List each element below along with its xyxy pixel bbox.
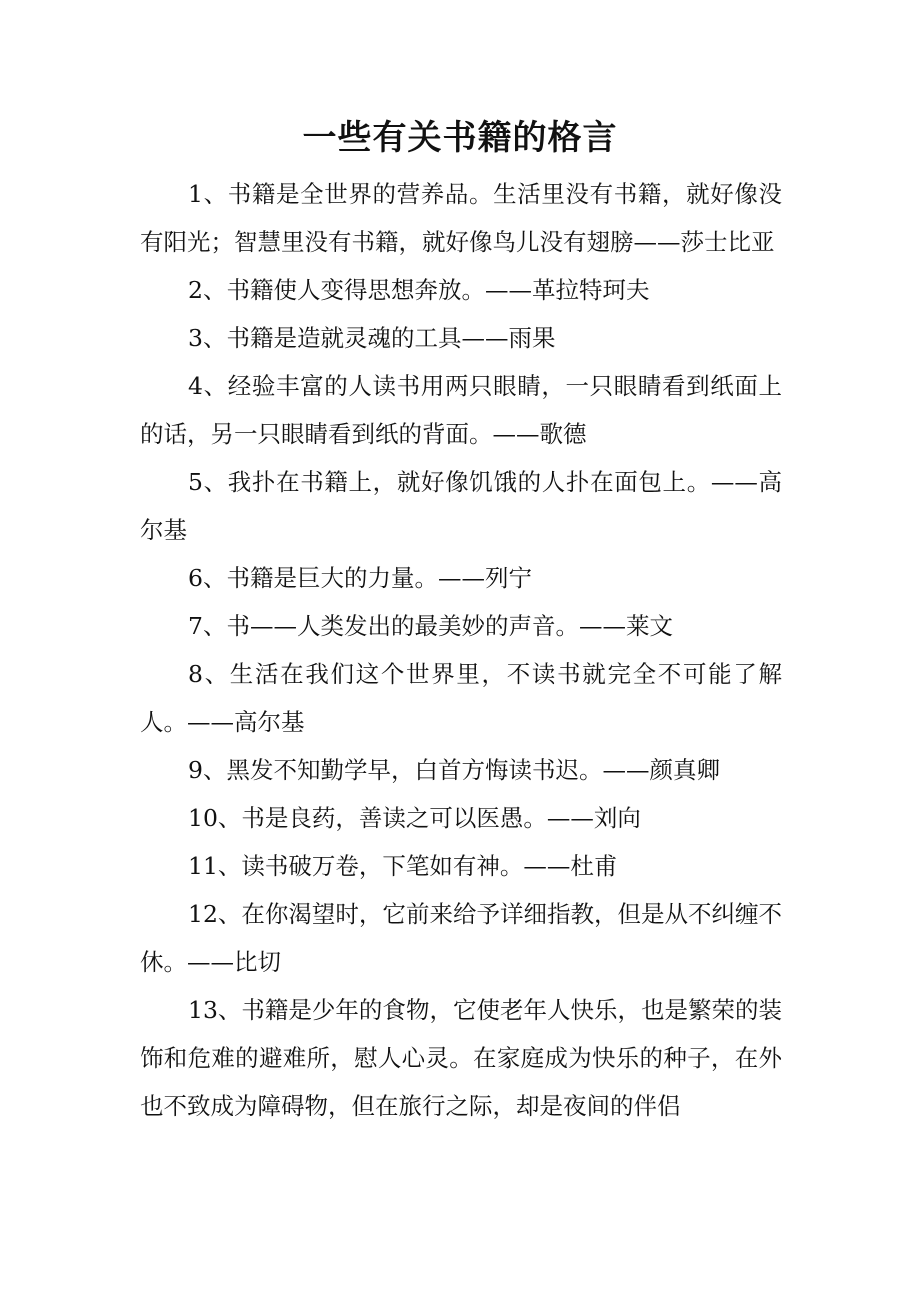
- quote-paragraph-5: 5、我扑在书籍上，就好像饥饿的人扑在面包上。——高尔基: [140, 468, 782, 544]
- quote-paragraph-7: 7、书——人类发出的最美妙的声音。——莱文: [188, 612, 673, 640]
- quote-paragraph-6: 6、书籍是巨大的力量。——列宁: [188, 564, 532, 592]
- document-title: 一些有关书籍的格言: [302, 118, 618, 158]
- quote-paragraph-2: 2、书籍使人变得思想奔放。——革拉特珂夫: [188, 276, 650, 304]
- quote-paragraph-1: 1、书籍是全世界的营养品。生活里没有书籍，就好像没有阳光；智慧里没有书籍，就好像鸟儿没有翅膀——莎士比亚: [140, 180, 782, 256]
- quote-paragraph-12: 12、在你渴望时，它前来给予详细指教，但是从不纠缠不休。——比切: [140, 900, 782, 976]
- quote-paragraph-4: 4、经验丰富的人读书用两只眼睛，一只眼睛看到纸面上的话，另一只眼睛看到纸的背面。——歌德: [140, 372, 782, 448]
- quote-paragraph-3: 3、书籍是造就灵魂的工具——雨果: [188, 324, 556, 352]
- quote-paragraph-8: 8、生活在我们这个世界里，不读书就完全不可能了解人。——高尔基: [140, 660, 782, 736]
- document-body: [140, 170, 782, 1130]
- quote-paragraph-9: 9、黑发不知勤学早，白首方悔读书迟。——颜真卿: [188, 756, 720, 784]
- quote-paragraph-10: 10、书是良药，善读之可以医愚。——刘向: [188, 804, 641, 832]
- quote-paragraph-13: 13、书籍是少年的食物，它使老年人快乐，也是繁荣的装饰和危难的避难所，慰人心灵。在家庭成为快乐的种子，在外也不致成为障碍物，但在旅行之际，却是夜间的伴侣: [140, 996, 782, 1120]
- quote-paragraph-11: 11、读书破万卷，下笔如有神。——杜甫: [188, 852, 618, 880]
